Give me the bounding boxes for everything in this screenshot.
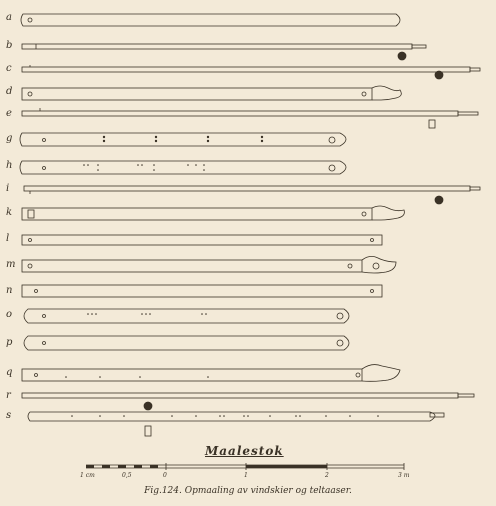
pole-c [22,65,480,79]
beam-o [24,309,349,323]
scale-tick-label: 0,5 [122,472,132,479]
beam-h [20,161,346,174]
row-label-c: c [6,63,12,74]
scale-bar [86,463,404,470]
figure-caption: Fig.124. Opmaaling av vindskier og teltaaser. [144,486,352,496]
beam-q [22,365,400,382]
row-label-p: p [6,337,13,348]
row-label-h: h [6,160,13,171]
row-label-b: b [6,40,13,51]
row-label-q: q [6,367,13,378]
scale-tick-label: 3 m [398,472,410,479]
pole-b [22,44,426,60]
pole-i [24,186,480,204]
beam-k [22,206,404,220]
row-label-a: a [6,12,12,23]
beam-g [20,133,346,146]
row-label-d: d [6,86,13,97]
beam-d [22,86,401,100]
beam-m [22,256,396,273]
row-label-n: n [6,285,13,296]
beam-a [21,14,400,26]
row-label-m: m [6,259,16,270]
beam-p [24,336,349,350]
scale-tick-label: 2 [325,472,329,479]
scale-title: Maalestok [205,444,284,458]
row-label-e: e [6,108,12,119]
scale-tick-label: 1 [244,472,248,479]
scale-tick-label: 0 [163,472,167,479]
row-label-l: l [6,233,10,244]
row-label-s: s [6,410,12,421]
beam-l [22,235,382,245]
row-label-o: o [6,309,13,320]
row-label-i: i [6,183,10,194]
pole-e [22,108,478,128]
row-label-k: k [6,207,13,218]
beam-n [22,285,382,297]
row-label-r: r [6,390,11,401]
row-label-g: g [6,133,13,144]
beam-s [28,412,444,436]
scale-tick-label: 1 cm [80,472,95,479]
pole-r [22,393,474,410]
